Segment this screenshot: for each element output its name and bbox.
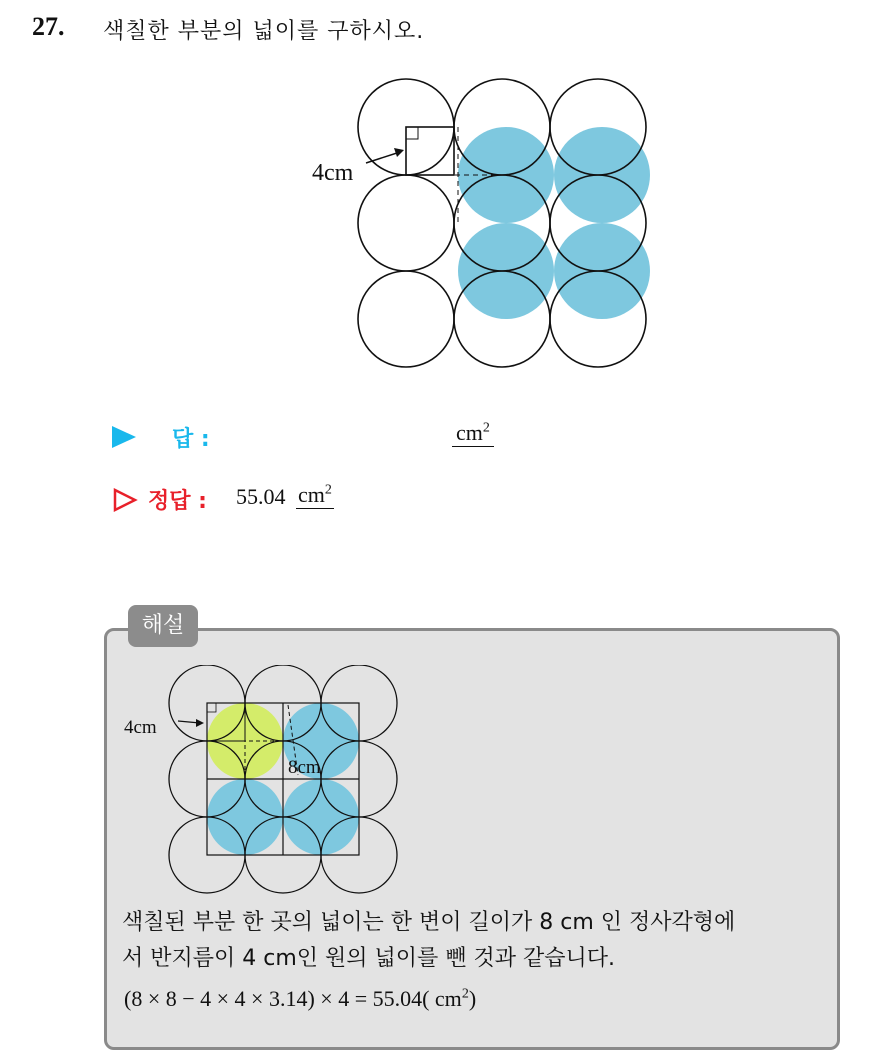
radius-label: 4cm	[312, 160, 354, 186]
circle	[454, 271, 550, 367]
formula: (8 × 8 − 4 × 4 × 3.14) × 4 = 55.04( $cm^2$)	[124, 986, 477, 1011]
circle	[454, 79, 550, 175]
circle	[550, 175, 646, 271]
question-number: 27.	[32, 12, 65, 41]
solution-unit: $cm^2$	[298, 482, 332, 507]
shaded-region	[283, 779, 359, 855]
explanation-text	[122, 905, 834, 977]
answer-row	[112, 418, 532, 458]
solution-marker-icon	[112, 488, 138, 512]
answer-label: 답 :	[172, 427, 210, 452]
side-label: 8cm	[288, 757, 321, 778]
solution-label: 정답 :	[148, 489, 207, 514]
answer-unit: $cm^2$	[452, 420, 494, 447]
question-text: 색칠한 부분의 넓이를 구하시오.	[103, 19, 425, 44]
circles-figure	[300, 70, 660, 380]
explanation-line-1: 색칠된 부분 한 곳의 넓이는 한 변이 길이가 8 cm 인 정사각형에	[122, 910, 736, 935]
shaded-region	[207, 779, 283, 855]
circle	[550, 79, 646, 175]
circle	[454, 175, 550, 271]
explanation-figure	[120, 665, 410, 900]
solution-row	[112, 482, 532, 522]
circle	[550, 271, 646, 367]
solution-value: 55.04	[236, 484, 286, 509]
radius-label: 4cm	[124, 717, 157, 738]
explanation-line-2: 서 반지름이 4 cm인 원의 넓이를 뺀 것과 같습니다.	[122, 946, 615, 971]
circle	[358, 175, 454, 271]
explanation-tag: 해설	[128, 605, 198, 647]
circle	[358, 271, 454, 367]
answer-marker-icon	[112, 426, 136, 448]
